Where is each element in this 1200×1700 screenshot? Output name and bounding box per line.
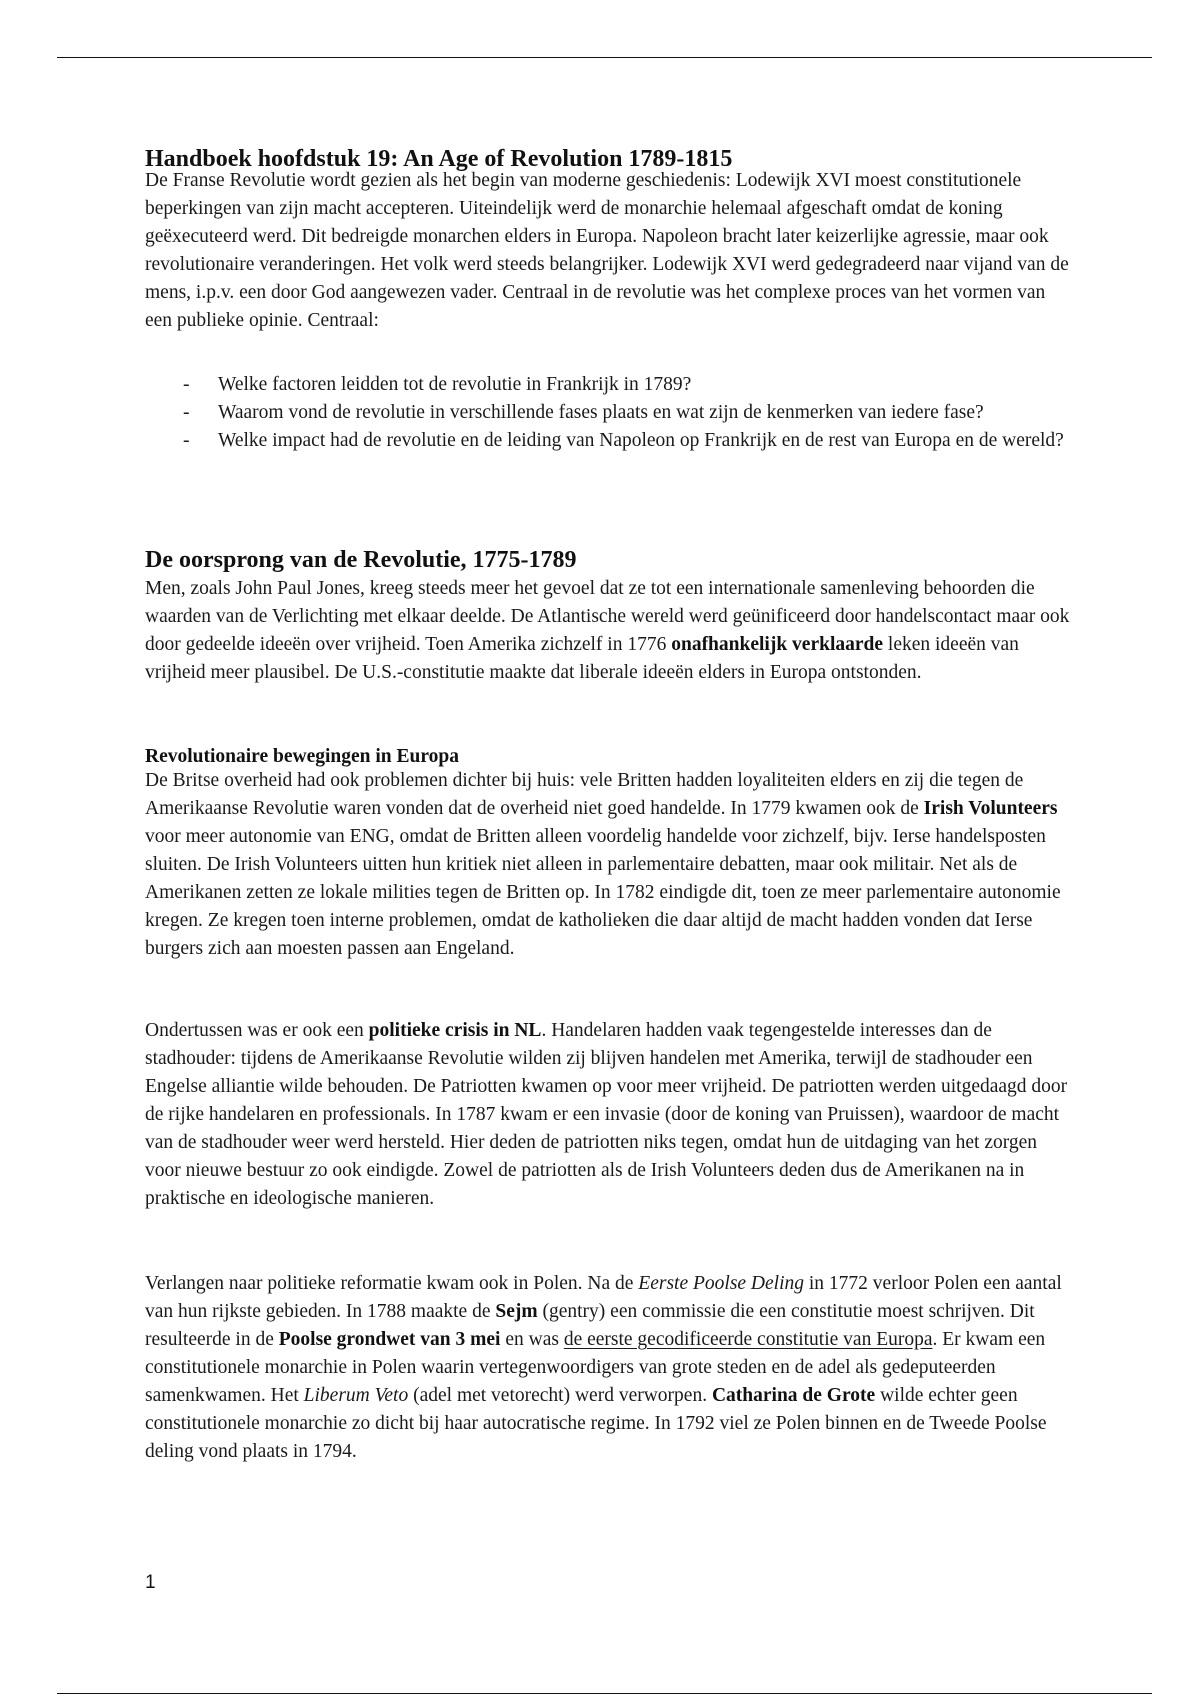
footer-rule (57, 1693, 1152, 1694)
text-run: voor meer autonomie van ENG, omdat de Britten alleen voordelig handelde voor zichzelf, bijv. Ierse handelsposten sluiten. De Irish Volunteers uitten hun kritiek niet alleen in parlementaire debatten, maar ook militair. Net als de Amerikanen zetten ze lokale milities tegen de Britten op. In 1782 eindigde dit, toen ze meer parlementaire autonomie kregen. Ze kregen toen interne problemen, omdat de katholieken die daar altijd de macht hadden vonden dat Ierse burgers zich aan moesten passen aan Engeland. (145, 826, 1061, 959)
text-run: en was (500, 1329, 564, 1350)
text-run: (gentry) een commissie die een constitutie moest schrijven. Dit resulteerde in de (145, 1301, 1035, 1350)
text-run: De Britse overheid had ook problemen dichter bij huis: vele Britten hadden loyaliteiten elders en zij die tegen de Amerikaanse Revolutie waren vonden dat de overheid niet goed handelde. In 1779 kwamen ook de (145, 770, 1024, 819)
italic-term: Eerste Poolse Deling (638, 1273, 805, 1294)
page-number: 1 (145, 1572, 156, 1593)
subsection-heading-bewegingen: Revolutionaire bewegingen in Europa (145, 746, 460, 767)
oorsprong-paragraph (145, 575, 1075, 687)
text-run: in 1772 verloor Polen een aantal van hun rijkste gebieden. In 1788 maakte de (145, 1273, 1062, 1322)
text-run: . Handelaren hadden vaak tegengestelde interesses dan de stadhouder: tijdens de Amerikaanse Revolutie wilden zij blijven handelen met Amerika, terwijl de stadhouder een Engelse alliantie wilde behouden. De Patriotten kwamen op voor meer vrijheid. De patriotten werden uitgedaagd door de rijke handelaren en professionals. In 1787 kwam er een invasie (door de koning van Pruissen), waardoor de macht van de stadhouder weer werd hersteld. Hier deden de patriotten niks tegen, omdat hun de uitdaging van het zorgen voor nieuwe bestuur zo ook eindigde. Zowel de patriotten als de Irish Volunteers deden dus de Amerikanen na in praktische en ideologische manieren. (145, 1020, 1068, 1209)
text-run: . Er kwam een constitutionele monarchie in Polen waarin vertegenwoordigers van grote steden en de adel als gedeputeerden samenkwamen. Het (145, 1329, 1046, 1406)
ierland-paragraph (145, 767, 1075, 963)
bold-term: politieke crisis in NL (368, 1020, 542, 1041)
question-list (145, 371, 1075, 455)
text-run: leken ideeën van vrijheid meer plausibel. De U.S.-constitutie maakte dat liberale ideeën elders in Europa ontstonden. (145, 634, 1019, 683)
text-run: (adel met vetorecht) werd verworpen. (408, 1385, 712, 1406)
list-item: - Welke factoren leidden tot de revolutie in Frankrijk in 1789? (145, 371, 1075, 399)
bold-term: Poolse grondwet van 3 mei (278, 1329, 501, 1350)
intro-paragraph: De Franse Revolutie wordt gezien als het begin van moderne geschiedenis: Lodewijk XVI moest constitutionele beperkingen van zijn macht accepteren. Uiteindelijk werd de monarchie helemaal afgeschaft omdat de koning geëxecuteerd werd. Dit bedreigde monarchen elders in Europa. Napoleon bracht later keizerlijke agressie, maar ook revolutionaire veranderingen. Het volk werd steeds belangrijker. Lodewijk XVI werd gedegradeerd naar vijand van de mens, i.p.v. een door God aangewezen vader. Centraal in de revolutie was het complexe proces van het vormen van een publieke opinie. Centraal: (145, 170, 1069, 331)
polen-paragraph (145, 1270, 1075, 1466)
chapter-heading: Handboek hoofdstuk 19: An Age of Revolution 1789-1815 (145, 146, 733, 172)
bold-term: onafhankelijk verklaarde (671, 634, 884, 655)
list-item: - Waarom vond de revolutie in verschillende fases plaats en wat zijn de kenmerken van iedere fase? (145, 399, 1075, 427)
italic-term: Liberum Veto (303, 1385, 409, 1406)
text-run: Men, zoals John Paul Jones, kreeg steeds meer het gevoel dat ze tot een internationale samenleving behoorden die waarden van de Verlichting met elkaar deelde. De Atlantische wereld werd geünificeerd door handelscontact maar ook door gedeelde ideeën over vrijheid. Toen Amerika zichzelf in 1776 (145, 578, 1070, 655)
section-heading-oorsprong: De oorsprong van de Revolutie, 1775-1789 (145, 547, 577, 573)
text-run: Ondertussen was er ook een (145, 1020, 369, 1041)
bold-term: Irish Volunteers (923, 798, 1058, 819)
nederland-paragraph (145, 1017, 1075, 1213)
text-run: wilde echter geen constitutionele monarchie zo dicht bij haar autocratische regime. In 1792 viel ze Polen binnen en de Tweede Poolse deling vond plaats in 1794. (145, 1385, 1047, 1462)
text-run: Verlangen naar politieke reformatie kwam ook in Polen. Na de (145, 1273, 639, 1294)
bold-term: Catharina de Grote (711, 1385, 876, 1406)
underlined-phrase: de eerste gecodificeerde constitutie van Europa (563, 1329, 933, 1350)
list-item: - Welke impact had de revolutie en de leiding van Napoleon op Frankrijk en de rest van Europa en de wereld? (145, 427, 1075, 455)
bold-term: Sejm (495, 1301, 538, 1322)
header-rule (57, 57, 1152, 58)
